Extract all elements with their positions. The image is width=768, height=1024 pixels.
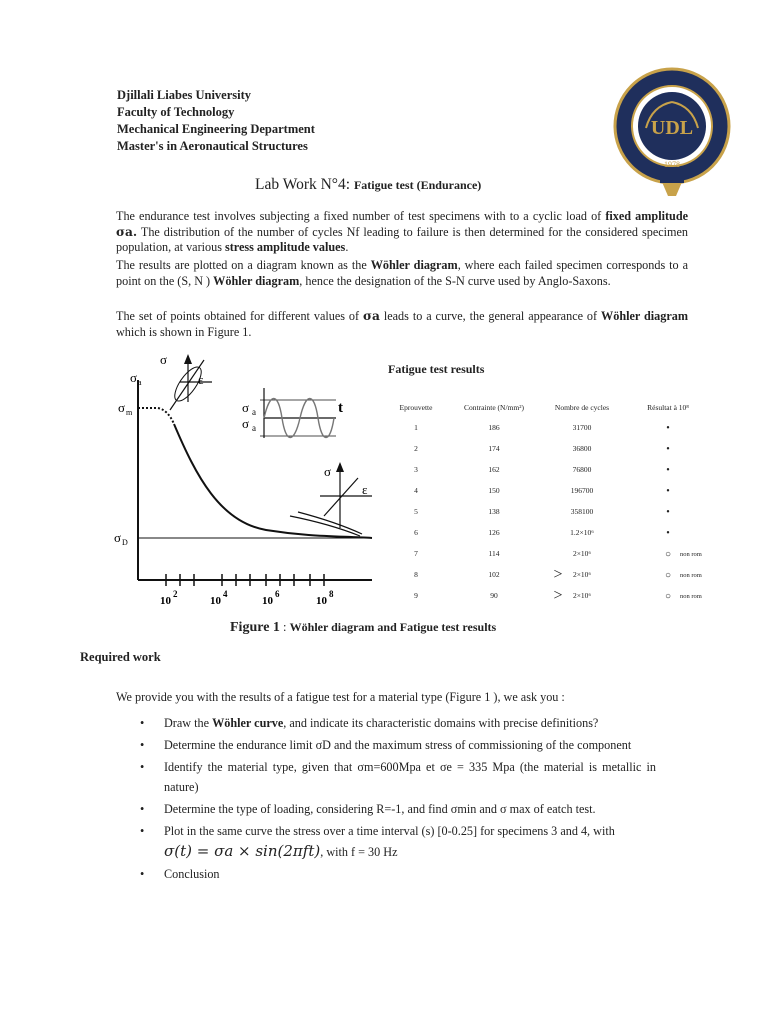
- faculty-name: Faculty of Technology: [117, 105, 235, 119]
- table-cell-id: 8: [414, 570, 418, 579]
- svg-text:m: m: [126, 408, 133, 417]
- xtick-label-3: 10: [262, 595, 273, 607]
- sigma-a-label: σ: [130, 370, 138, 385]
- table-cell-cycles: 358100: [570, 507, 594, 516]
- figure-caption: Figure 1 : Wöhler diagram and Fatigue test results: [230, 620, 497, 635]
- xtick-label-4: 10: [316, 595, 327, 607]
- sigma-a2-label: σ: [242, 416, 250, 431]
- logo-initials: UDL: [650, 117, 694, 139]
- university-name: Djillali Liabes University: [117, 88, 252, 102]
- table-cell-id: 9: [414, 591, 418, 600]
- table-cell-result: ○: [664, 549, 672, 560]
- sigma-m-label: σ: [118, 400, 126, 415]
- table-cell-prefix: >: [553, 587, 563, 604]
- table-cell-result: •: [666, 423, 670, 434]
- table-cell-prefix: >: [553, 566, 563, 583]
- sigma-d-label: σ: [114, 530, 122, 545]
- svg-text:a: a: [252, 407, 256, 417]
- table-cell-cycles: 2×10⁶: [572, 549, 592, 558]
- table-cell-id: 4: [414, 486, 418, 495]
- task-item: • Determine the endurance limit σD and the maximum stress of commissioning of the component: [140, 738, 632, 752]
- task-list: [116, 713, 656, 886]
- table-cell-result: •: [666, 486, 670, 497]
- table-cell-note: non rom: [680, 551, 702, 558]
- table-cell-cycles: 36800: [572, 444, 592, 453]
- xtick-label-2: 10: [210, 595, 221, 607]
- epsilon-right-label: ε: [362, 482, 368, 497]
- table-cell-id: 3: [414, 465, 418, 474]
- table-cell-result: •: [666, 528, 670, 539]
- table-cell-result: •: [666, 444, 670, 455]
- intro-paragraph-3: The set of points obtained for different values of σa leads to a curve, the general appearance of Wöhler diagram which is shown in Figure 1.: [116, 309, 689, 339]
- sigma-right-label: σ: [324, 464, 332, 479]
- table-cell-cycles: 76800: [572, 465, 592, 474]
- xtick-exp-2: 4: [223, 589, 228, 599]
- title-sub: Fatigue test (Endurance): [353, 178, 482, 192]
- table-cell-id: 5: [414, 507, 418, 516]
- results-table: [384, 396, 714, 610]
- svg-text:a: a: [252, 423, 256, 433]
- table-cell-cycles: 1.2×10⁶: [570, 528, 594, 537]
- table-cell-id: 6: [414, 528, 418, 537]
- required-work-intro: We provide you with the results of a fatigue test for a material type (Figure 1 ), we ask you :: [116, 690, 565, 704]
- results-table-title: Fatigue test results: [388, 362, 485, 376]
- table-cell-stress: 90: [490, 591, 498, 600]
- table-cell-result: •: [666, 507, 670, 518]
- table-cell-result: •: [666, 465, 670, 476]
- table-cell-stress: 150: [488, 486, 500, 495]
- table-cell-result: ○: [664, 591, 672, 602]
- page-title: Lab Work N°4: Fatigue test (Endurance): [255, 176, 482, 193]
- table-header-cell: Résultat à 10⁸: [647, 403, 689, 412]
- table-cell-result: ○: [664, 570, 672, 581]
- table-cell-id: 7: [414, 549, 418, 558]
- table-cell-id: 2: [414, 444, 418, 453]
- table-cell-note: non rom: [680, 593, 702, 600]
- table-cell-note: non rom: [680, 572, 702, 579]
- task-item: • Plot in the same curve the stress over a time interval (s) [0-0.25] for specimens 3 and 4, with σ(t) = σa × sin(2πft), with f = 30 Hz: [140, 824, 615, 860]
- table-cell-stress: 138: [488, 507, 500, 516]
- xtick-exp-4: 8: [329, 589, 334, 599]
- xtick-label-1: 10: [160, 595, 171, 607]
- svg-text:D: D: [122, 538, 128, 547]
- svg-text:a: a: [138, 378, 142, 387]
- time-label: t: [338, 400, 343, 416]
- task-item: • Conclusion: [140, 867, 220, 881]
- task-item: • Determine the type of loading, considering R=-1, and find σmin and σ max of eatch test.: [140, 802, 596, 816]
- table-header-cell: Contrainte (N/mm²): [464, 403, 524, 412]
- task-item: • Draw the Wöhler curve, and indicate its characteristic domains with precise definitions?: [140, 716, 599, 730]
- table-cell-stress: 102: [488, 570, 500, 579]
- table-cell-cycles: 31700: [572, 423, 592, 432]
- table-cell-stress: 114: [488, 549, 500, 558]
- table-cell-stress: 162: [488, 465, 500, 474]
- table-cell-cycles: 196700: [570, 486, 594, 495]
- table-cell-stress: 126: [488, 528, 500, 537]
- table-header-cell: Eprouvette: [399, 403, 433, 412]
- table-cell-cycles: 2×10⁶: [572, 591, 592, 600]
- table-header-cell: Nombre de cycles: [554, 403, 610, 412]
- table-cell-id: 1: [414, 423, 418, 432]
- stress-equation: σ(t) = σa × sin(2πft): [164, 842, 321, 860]
- intro-paragraph-2: The results are plotted on a diagram known as the Wöhler diagram, where each failed specimen corresponds to a point on the (S, N ) Wöhler diagram, hence the designation of the S-N curve used by Anglo-Saxons.: [116, 258, 688, 288]
- epsilon-top-label: ε: [198, 372, 204, 387]
- sigma-a1-label: σ: [242, 400, 250, 415]
- table-cell-cycles: 2×10⁶: [572, 570, 592, 579]
- intro-paragraph-1: The endurance test involves subjecting a fixed number of test specimens with to a cyclic load of fixed amplitude σa. The distribution of the number of cycles Nf leading to failure is then determined for the considered specimen population, at various stress amplitude values.: [116, 209, 689, 254]
- task-item: • Identify the material type, given that σm=600Mpa et σe = 335 Mpa (the material is metallic in nature): [140, 760, 656, 794]
- table-cell-stress: 186: [488, 423, 500, 432]
- required-work-heading: Required work: [80, 650, 161, 664]
- title-main: Lab Work N°4: [255, 176, 346, 193]
- logo-year: 1978: [664, 160, 680, 169]
- program-name: Master's in Aeronautical Structures: [117, 139, 308, 153]
- department-name: Mechanical Engineering Department: [117, 122, 315, 136]
- sigma-top-label: σ: [160, 352, 168, 367]
- table-cell-stress: 174: [488, 444, 500, 453]
- university-logo: [612, 66, 732, 198]
- wohler-diagram: [110, 352, 380, 612]
- xtick-exp-1: 2: [173, 589, 178, 599]
- xtick-exp-3: 6: [275, 589, 280, 599]
